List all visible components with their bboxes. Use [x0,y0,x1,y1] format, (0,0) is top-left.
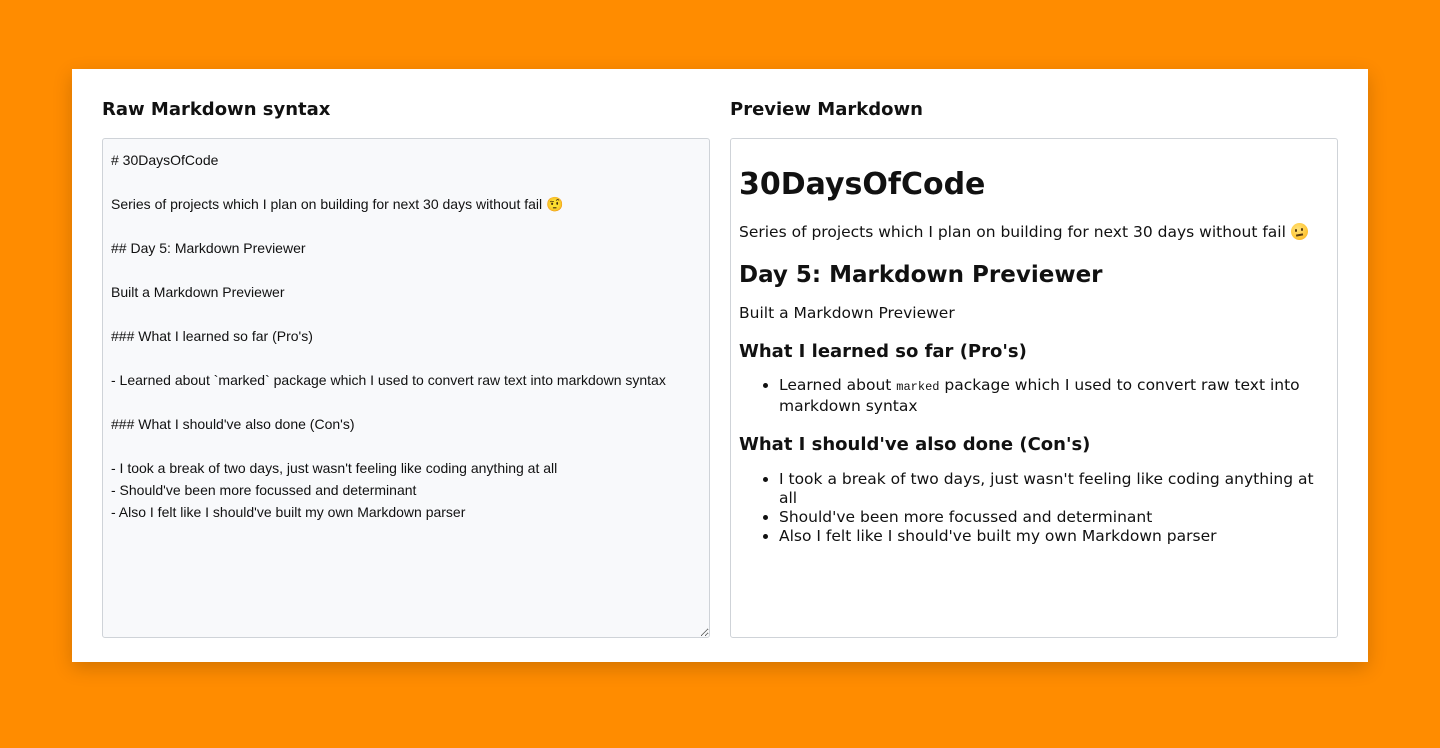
markdown-input[interactable] [102,138,710,638]
preview-pros-heading: What I learned so far (Pro's) [739,340,1027,362]
preview-cons-heading: What I should've also done (Con's) [739,434,1091,456]
preview-paragraph: Built a Markdown Previewer [739,303,955,322]
list-item-text: Learned about [779,376,897,395]
preview-heading-2: Day 5: Markdown Previewer [739,262,1103,288]
preview-cons-list [739,470,1329,546]
markdown-preview [730,138,1338,638]
preview-title: Preview Markdown [730,99,923,120]
face-with-raised-eyebrow-icon [1291,223,1308,240]
preview-heading-1: 30DaysOfCode [739,167,986,202]
list-item: • Also I felt like I should've built my own Markdown parser [779,527,1329,546]
preview-pros-list [739,376,1329,416]
editor-title: Raw Markdown syntax [102,99,331,120]
list-item: • I took a break of two days, just wasn't feeling like coding anything at all [779,470,1329,508]
list-item: • Should've been more focussed and determinant [779,508,1329,527]
preview-intro [739,223,1329,242]
preview-intro-text: Series of projects which I plan on building for next 30 days without fail [739,223,1286,241]
list-item [779,376,1329,416]
app-card [72,69,1368,662]
list-item-text: package which I used to convert raw text into markdown syntax [779,376,1300,416]
inline-code: marked [896,380,940,395]
